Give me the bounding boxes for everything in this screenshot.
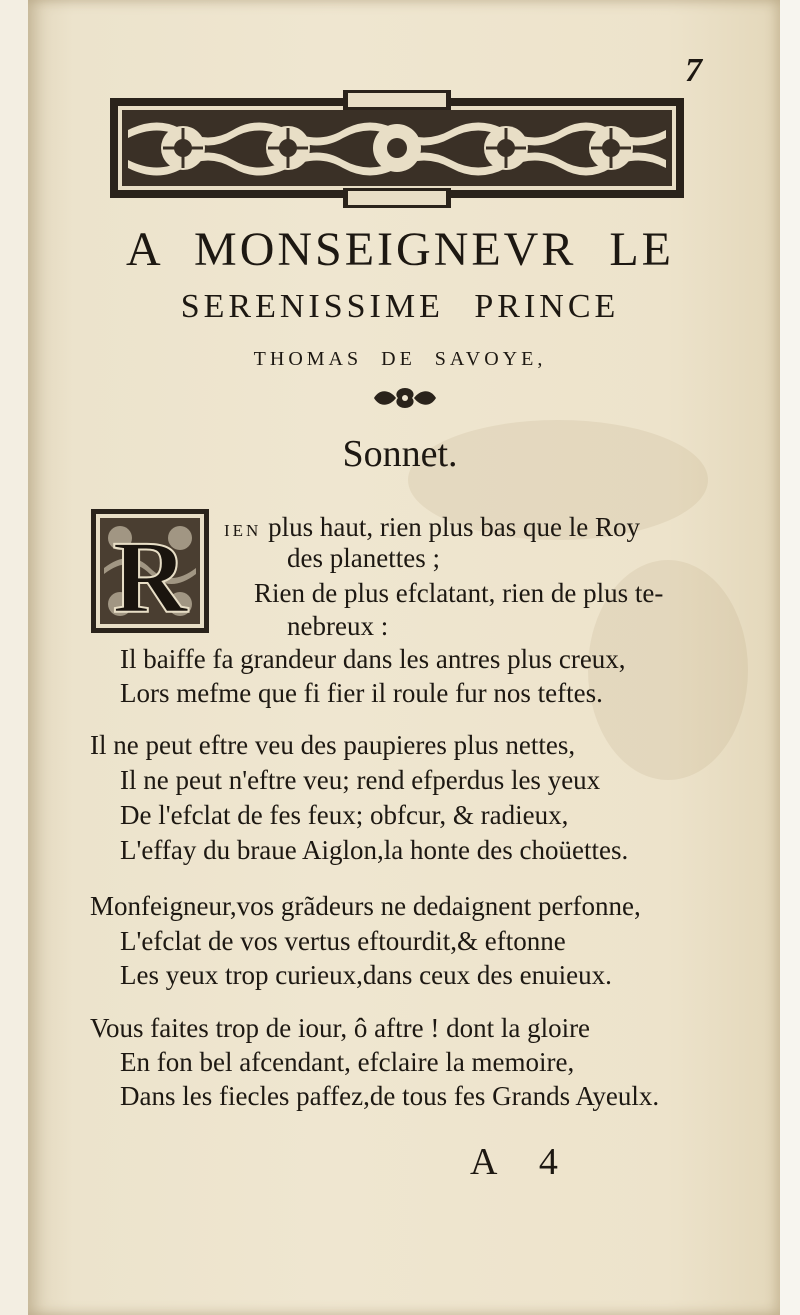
verse-line: Lors mefme que fi fier il roule fur nos teftes.: [120, 678, 603, 708]
sonnet-heading: Sonnet.: [342, 433, 458, 475]
ornamental-headband: [108, 90, 686, 208]
verse-line: Dans les fiecles paffez,de tous fes Grands Ayeulx.: [120, 1081, 660, 1111]
verse-line: Rien de plus efclatant, rien de plus te-: [254, 578, 664, 608]
verse-line: des planettes ;: [287, 543, 440, 573]
fleuron-ornament: [370, 384, 440, 412]
drop-cap-letter: R: [112, 520, 188, 634]
verse-line: De l'efclat de fes feux; obfcur, & radieux,: [120, 800, 569, 830]
verse-line: L'effay du braue Aiglon,la honte des choüettes.: [120, 835, 629, 865]
verse-line: Vous faites trop de iour, ô aftre ! dont la gloire: [90, 1013, 591, 1043]
ornate-initial-r: [90, 508, 210, 634]
verse-line: Il ne peut n'eftre veu; rend efperdus les yeux: [120, 765, 601, 795]
verse-line: nebreux :: [287, 611, 389, 641]
dedication-line-3: THOMAS DE SAVOYE,: [253, 348, 547, 370]
dedication-line-2: SERENISSIME PRINCE: [180, 288, 620, 325]
verse-line: L'efclat de vos vertus eftourdit,& eftonne: [120, 926, 566, 956]
verse-opening-caps: IEN: [224, 521, 262, 540]
verse-opening-text: plus haut, rien plus bas que le Roy: [268, 512, 641, 542]
dedication-line-1: A MONSEIGNEVR LE: [126, 223, 674, 276]
verse-line: Les yeux trop curieux,dans ceux des enuieux.: [120, 960, 612, 990]
verse-line: [224, 514, 640, 541]
verse-line: Il ne peut eftre veu des paupieres plus nettes,: [90, 730, 576, 760]
verse-line: Il baiffe fa grandeur dans les antres plus creux,: [120, 644, 626, 674]
page-edge: [780, 0, 800, 1315]
printer-signature-mark: A 4: [470, 1141, 558, 1183]
verse-line: Monfeigneur,vos grãdeurs ne dedaignent perfonne,: [90, 891, 641, 921]
verse-line: En fon bel afcendant, efclaire la memoire,: [120, 1047, 575, 1077]
page-number: 7: [685, 52, 702, 89]
